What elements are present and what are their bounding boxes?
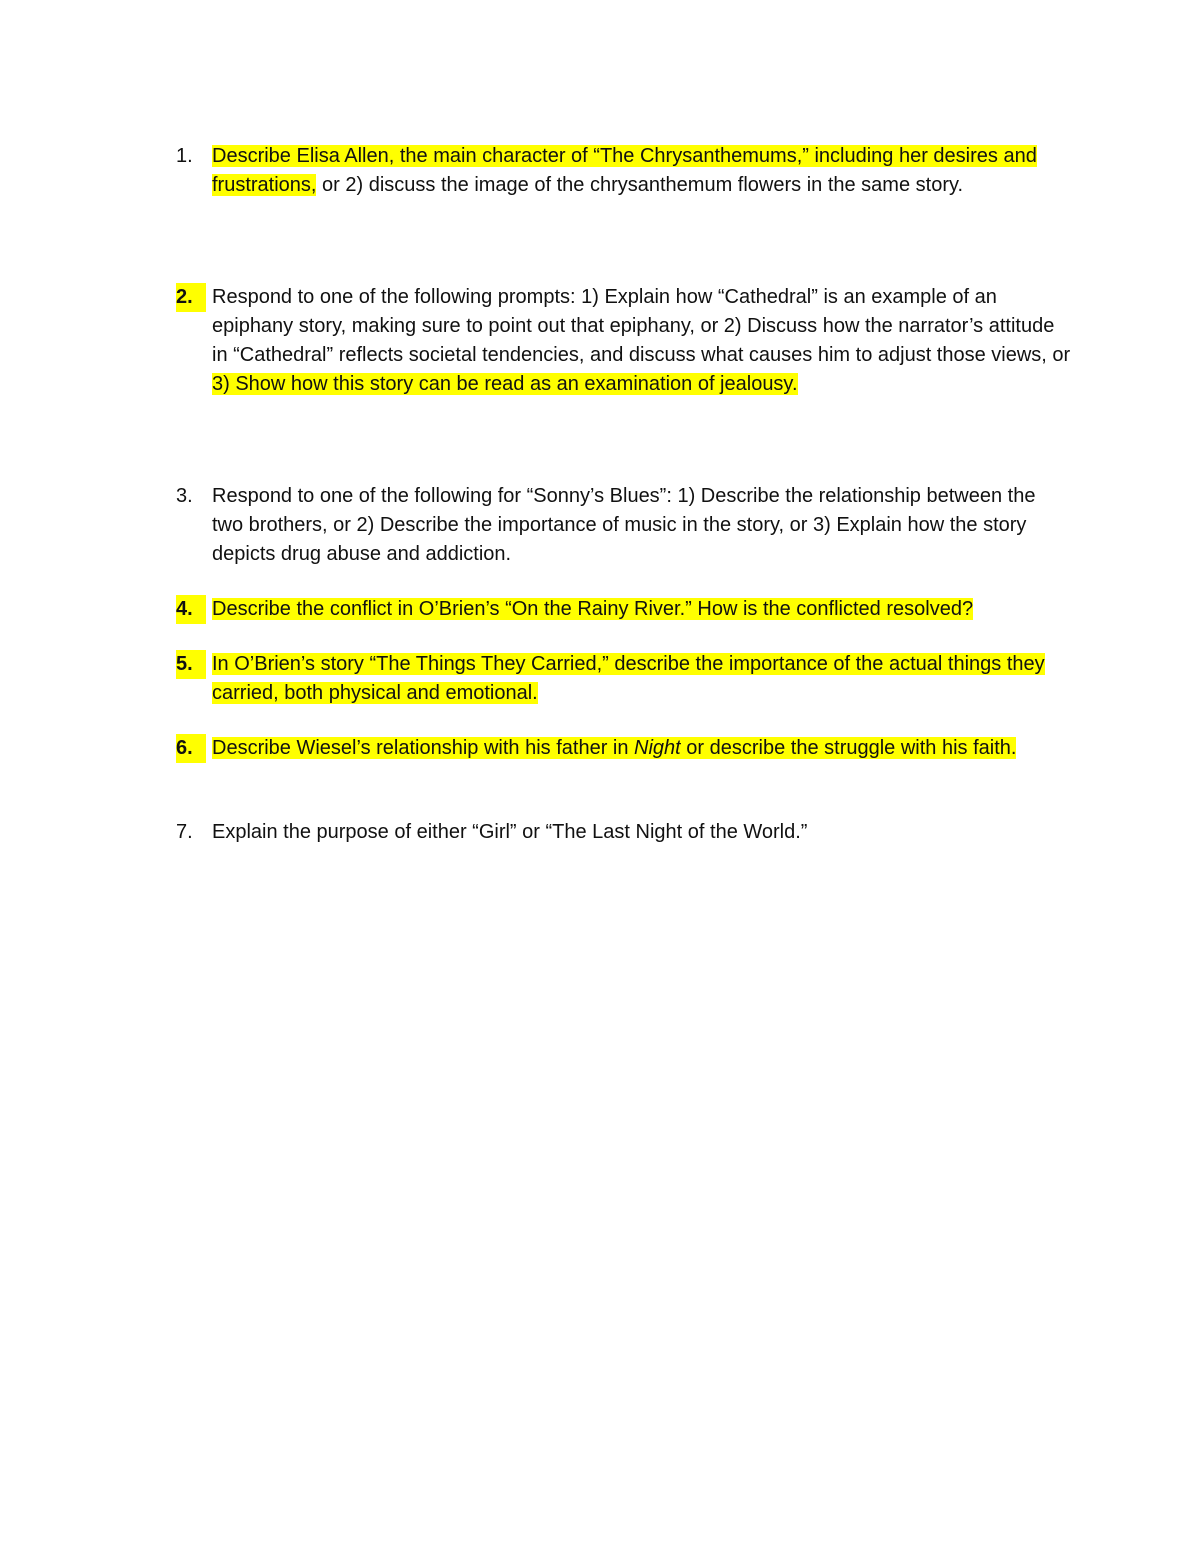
- item-number: 2.: [176, 283, 206, 312]
- item-text: [212, 818, 1072, 847]
- item-text: [212, 482, 1072, 569]
- item-number: 5.: [176, 650, 206, 679]
- item-text: [212, 595, 1072, 624]
- highlighted-italic-title: Night: [634, 737, 681, 759]
- item-number: 1.: [176, 145, 193, 167]
- highlighted-text: Describe Elisa Allen, the main character of “The Chrysanthemums,” including her desires and frustrations,: [212, 145, 1037, 196]
- item-text: [212, 650, 1072, 708]
- item-text: [212, 283, 1072, 399]
- plain-text: Respond to one of the following for “Sonny’s Blues”: 1) Describe the relationship between the two brothers, or 2) Describe the importance of music in the story, or 3) Explain how the story depicts drug abuse and addiction.: [212, 485, 1036, 565]
- highlighted-text: 3) Show how this story can be read as an examination of jealousy.: [212, 373, 798, 395]
- item-number: 6.: [176, 734, 206, 763]
- plain-text: Explain the purpose of either “Girl” or “The Last Night of the World.”: [212, 821, 808, 843]
- plain-text: Respond to one of the following prompts: 1) Explain how “Cathedral” is an example of an epiphany story, making sure to point out that epiphany, or 2) Discuss how the narrator’s attitude in “Cathedral” reflects societal tendencies, and discuss what causes him to adjust those views, or: [212, 286, 1071, 366]
- item-text: [212, 142, 1072, 200]
- plain-text: or 2) discuss the image of the chrysanthemum flowers in the same story.: [316, 174, 964, 196]
- item-number: 7.: [176, 821, 193, 843]
- highlighted-text: Describe Wiesel’s relationship with his father in: [212, 737, 635, 759]
- highlighted-text: Describe the conflict in O’Brien’s “On the Rainy River.” How is the conflicted resolved?: [212, 598, 974, 620]
- highlighted-text: or describe the struggle with his faith.: [680, 737, 1017, 759]
- item-text: [212, 734, 1072, 763]
- highlighted-text: In O’Brien’s story “The Things They Carried,” describe the importance of the actual things they carried, both physical and emotional.: [212, 653, 1045, 704]
- item-number: 4.: [176, 595, 206, 624]
- item-number: 3.: [176, 485, 193, 507]
